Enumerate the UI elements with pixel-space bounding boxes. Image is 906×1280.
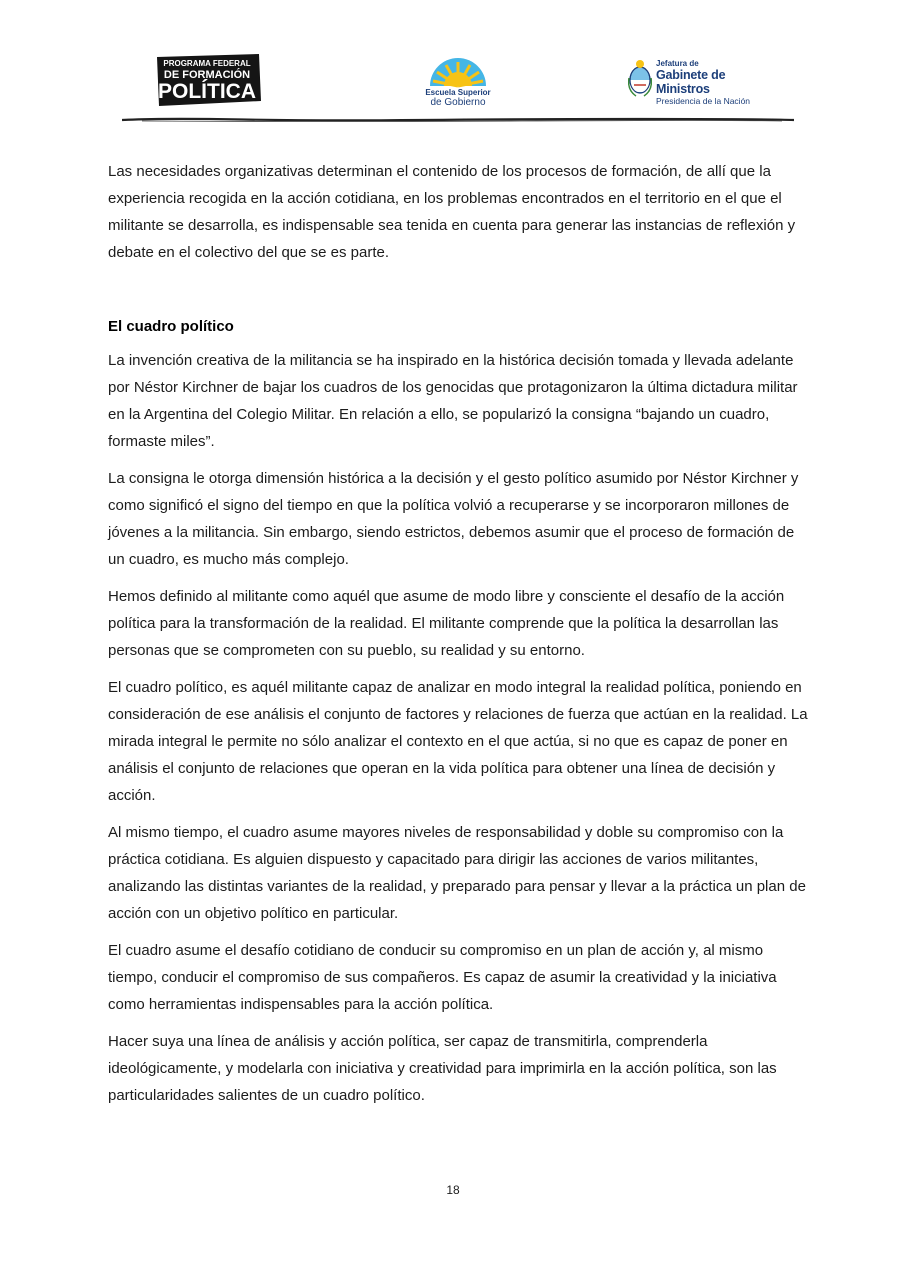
logo-pff-line1: PROGRAMA FEDERAL xyxy=(163,59,251,68)
programa-federal-logo xyxy=(155,54,263,106)
logo-esg-line2: de Gobierno xyxy=(430,97,486,108)
header-divider xyxy=(122,117,794,123)
document-body xyxy=(108,158,808,1104)
page-number: 18 xyxy=(446,1183,460,1197)
logo-jgm-line2: Gabinete de Ministros xyxy=(656,68,726,96)
body-paragraph: La consigna le otorga dimensión histórica a la decisión y el gesto político asumido por Néstor Kirchner y como significó el signo del tiempo en que la política volvió a recuperarse y se incorporaron millones de jóvenes a la militancia. Sin embargo, siendo estrictos, debemos asumir que el proceso de formación de un cuadro, es mucho más complejo. xyxy=(108,470,799,568)
jefatura-gabinete-logo xyxy=(628,58,778,106)
escuela-superior-logo xyxy=(418,50,498,110)
body-paragraph: El cuadro político, es aquél militante capaz de analizar en modo integral la realidad política, poniendo en consideración de ese análisis el conjunto de factores y relaciones de fuerza que actúan en la realidad. La mirada integral le permite no sólo analizar el contexto en el que actúa, si no que es capaz de poner en análisis el conjunto de relaciones que operan en la vida política para obtener una línea de decisión y acción. xyxy=(108,679,808,804)
logo-jgm-line1: Jefatura de xyxy=(656,59,699,68)
body-paragraph: Hacer suya una línea de análisis y acción política, ser capaz de transmitirla, comprenderla ideológicamente, y modelarla con iniciativa y creatividad para imprimirla en la acción política, son las particularidades salientes de un cuadro político. xyxy=(108,1033,777,1104)
body-paragraph: La invención creativa de la militancia se ha inspirado en la histórica decisión tomada y llevada adelante por Néstor Kirchner de bajar los cuadros de los genocidas que protagonizaron la última dictadura militar en la Argentina del Colegio Militar. En relación a ello, se popularizó la consigna “bajando un cuadro, formaste miles”. xyxy=(108,352,798,450)
intro-paragraph: Las necesidades organizativas determinan el contenido de los procesos de formación, de allí que la experiencia recogida en la acción cotidiana, en los problemas encontrados en el territorio en el que el militante se desarrolla, es indispensable sea tenida en cuenta para generar las instancias de reflexión y debate en el colectivo del que se es parte. xyxy=(108,163,796,261)
logo-jgm-line3: Presidencia de la Nación xyxy=(656,96,751,106)
section-body xyxy=(108,347,808,1119)
logo-esg-line1: Escuela Superior xyxy=(425,88,491,97)
body-paragraph: El cuadro asume el desafío cotidiano de conducir su compromiso en un plan de acción y, al mismo tiempo, conducir el compromiso de sus compañeros. Es capaz de asumir la creatividad y la iniciativa como herramientas indispensables para la acción política. xyxy=(108,942,777,1013)
sun-icon xyxy=(430,58,486,86)
section-title: El cuadro político xyxy=(108,318,234,335)
page-header xyxy=(0,0,906,130)
logo-pff-line3: POLÍTICA xyxy=(158,80,256,103)
body-paragraph: Hemos definido al militante como aquél que asume de modo libre y consciente el desafío de la acción política para la transformación de la realidad. El militante comprende que la política la desarrollan las personas que se comprometen con su pueblo, su realidad y su entorno. xyxy=(108,588,785,659)
logo-pff-line2: DE FORMACIÓN xyxy=(163,69,251,81)
body-paragraph: Al mismo tiempo, el cuadro asume mayores niveles de responsabilidad y doble su compromiso con la práctica cotidiana. Es alguien dispuesto y capacitado para dirigir las acciones de varios militantes, analizando las distintas variantes de la realidad, y preparado para pensar y llevar a la práctica un plan de acción con un objetivo político en particular. xyxy=(108,824,806,922)
coat-of-arms-icon xyxy=(628,58,652,98)
